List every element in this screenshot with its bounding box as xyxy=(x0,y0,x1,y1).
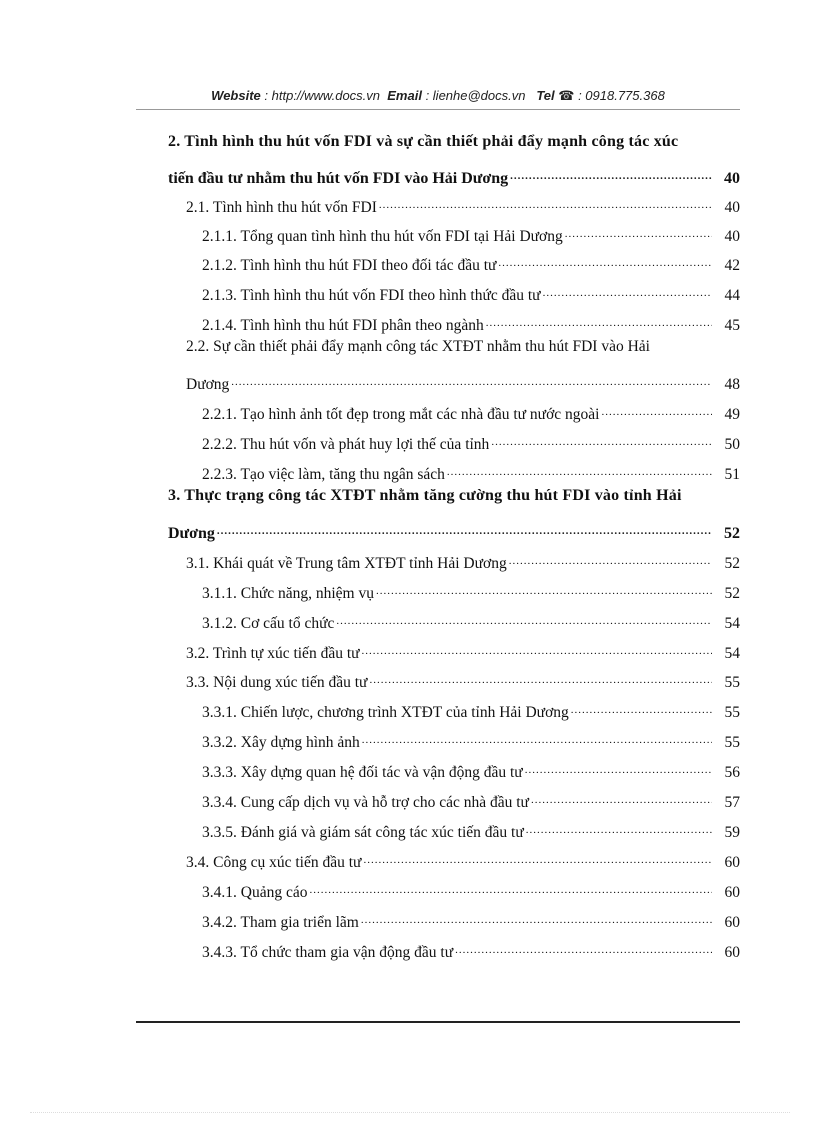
page-number: 60 xyxy=(724,884,740,901)
page-number: 52 xyxy=(724,525,740,542)
page-number: 45 xyxy=(724,317,740,334)
page-number: 40 xyxy=(724,170,740,187)
entry-label: 3.3.2. Xây dựng hình ảnh xyxy=(202,734,360,751)
toc-entry-3-3-4 xyxy=(202,783,740,811)
page-number: 60 xyxy=(724,914,740,931)
leader-dots xyxy=(455,933,712,957)
leader-dots xyxy=(510,159,712,183)
page-number: 60 xyxy=(724,854,740,871)
leader-dots xyxy=(362,634,712,658)
toc-entry-2-2 xyxy=(186,365,740,393)
page-number: 56 xyxy=(724,764,740,781)
leader-dots xyxy=(565,217,712,241)
entry-label: 3.3.1. Chiến lược, chương trình XTĐT của tỉnh Hải Dương xyxy=(202,704,569,721)
page-number: 50 xyxy=(724,436,740,453)
toc-heading-2-line2: tiến đầu tư nhằm thu hút vốn FDI vào Hải Dương xyxy=(168,170,509,187)
leader-dots xyxy=(531,783,712,807)
toc-entry-3-2 xyxy=(186,634,740,662)
page-number: 52 xyxy=(724,555,740,572)
toc-entry-3-4-3 xyxy=(202,933,740,961)
page-number: 59 xyxy=(724,824,740,841)
footer-rule xyxy=(136,1021,740,1023)
page-number: 54 xyxy=(724,615,740,632)
toc-entry-3-4-2 xyxy=(202,903,740,931)
toc-entry-3-3-5 xyxy=(202,813,740,841)
leader-dots xyxy=(379,188,712,212)
leader-dots xyxy=(571,693,712,717)
tel-value: ☎ : 0918.775.368 xyxy=(558,88,665,103)
toc-heading-3-line1: 3. Thực trạng công tác XTĐT nhằm tăng cường thu hút FDI vào tỉnh Hải xyxy=(168,487,682,504)
entry-label: Dương xyxy=(186,376,230,393)
toc-entry-2-2-line1: 2.2. Sự cần thiết phải đẩy mạnh công tác XTĐT nhằm thu hút FDI vào Hải xyxy=(186,338,650,355)
page-number: 48 xyxy=(724,376,740,393)
tel-label: Tel xyxy=(536,88,555,103)
entry-label: 3.1.1. Chức năng, nhiệm vụ xyxy=(202,585,374,602)
entry-label: 3.3.4. Cung cấp dịch vụ và hỗ trợ cho các nhà đầu tư xyxy=(202,794,529,811)
toc-heading-2-line1: 2. Tình hình thu hút vốn FDI và sự cần thiết phải đẩy mạnh công tác xúc xyxy=(168,133,679,150)
entry-label: Dương xyxy=(168,525,215,542)
leader-dots xyxy=(491,425,712,449)
toc-entry-3-3-2 xyxy=(202,723,740,751)
toc-entry-2-1 xyxy=(186,188,740,216)
toc-entry-3-4-1 xyxy=(202,873,740,901)
toc-entry-2-1-4 xyxy=(202,306,740,334)
toc-heading-2 xyxy=(168,159,740,187)
page-number: 55 xyxy=(724,674,740,691)
entry-label: 2.1.4. Tình hình thu hút FDI phân theo ngành xyxy=(202,317,484,334)
leader-dots xyxy=(486,306,712,330)
leader-dots xyxy=(543,276,712,300)
entry-label: 3.1. Khái quát về Trung tâm XTĐT tỉnh Hải Dương xyxy=(186,555,507,572)
entry-label: 3.4. Công cụ xúc tiến đầu tư xyxy=(186,854,362,871)
leader-dots xyxy=(447,455,712,479)
toc-entry-3-4 xyxy=(186,843,740,871)
toc-entry-3-3 xyxy=(186,663,740,691)
leader-dots xyxy=(526,813,712,837)
entry-label: 2.2.3. Tạo việc làm, tăng thu ngân sách xyxy=(202,466,445,483)
entry-label: 2.1. Tình hình thu hút vốn FDI xyxy=(186,199,377,216)
page-header xyxy=(136,88,740,108)
toc-entry-3-1 xyxy=(186,544,740,572)
website-value: : http://www.docs.vn xyxy=(264,88,381,103)
page-number: 42 xyxy=(724,257,740,274)
leader-dots xyxy=(369,663,712,687)
leader-dots xyxy=(525,753,712,777)
leader-dots xyxy=(336,604,712,628)
leader-dots xyxy=(309,873,712,897)
toc-entry-3-3-3 xyxy=(202,753,740,781)
toc-entry-3-1-1 xyxy=(202,574,740,602)
leader-dots xyxy=(362,723,712,747)
entry-label: 3.2. Trình tự xúc tiến đầu tư xyxy=(186,645,360,662)
toc-entry-3-1-2 xyxy=(202,604,740,632)
page-number: 44 xyxy=(724,287,740,304)
toc-entry-2-2-2 xyxy=(202,425,740,453)
leader-dots xyxy=(498,246,712,270)
entry-label: 3.3.5. Đánh giá và giám sát công tác xúc tiến đầu tư xyxy=(202,824,524,841)
toc-entry-2-1-1 xyxy=(202,217,740,245)
page-number: 60 xyxy=(724,944,740,961)
page-number: 54 xyxy=(724,645,740,662)
entry-label: 2.1.1. Tổng quan tình hình thu hút vốn FDI tại Hải Dương xyxy=(202,228,563,245)
entry-label: 3.3.3. Xây dựng quan hệ đối tác và vận động đầu tư xyxy=(202,764,523,781)
entry-label: 3.1.2. Cơ cấu tổ chức xyxy=(202,615,335,632)
entry-label: 2.1.3. Tình hình thu hút vốn FDI theo hình thức đầu tư xyxy=(202,287,541,304)
entry-label: 3.4.2. Tham gia triển lãm xyxy=(202,914,359,931)
leader-dots xyxy=(363,843,712,867)
leader-dots xyxy=(361,903,712,927)
toc-entry-2-2-3 xyxy=(202,455,740,483)
toc-entry-2-1-3 xyxy=(202,276,740,304)
page-number: 55 xyxy=(724,704,740,721)
leader-dots xyxy=(509,544,712,568)
website-label: Website xyxy=(211,88,261,103)
leader-dots xyxy=(217,514,712,538)
page-number: 57 xyxy=(724,794,740,811)
page-number: 40 xyxy=(724,228,740,245)
leader-dots xyxy=(231,365,712,389)
page-number: 49 xyxy=(724,406,740,423)
entry-label: 3.4.1. Quảng cáo xyxy=(202,884,308,901)
entry-label: 2.2.1. Tạo hình ảnh tốt đẹp trong mắt các nhà đầu tư nước ngoài xyxy=(202,406,600,423)
entry-label: 3.4.3. Tổ chức tham gia vận động đầu tư xyxy=(202,944,454,961)
page-number: 51 xyxy=(724,466,740,483)
entry-label: 2.2.2. Thu hút vốn và phát huy lợi thế của tỉnh xyxy=(202,436,490,453)
entry-label: 2.1.2. Tình hình thu hút FDI theo đối tác đầu tư xyxy=(202,257,497,274)
page-number: 55 xyxy=(724,734,740,751)
toc-entry-3-3-1 xyxy=(202,693,740,721)
page-bottom-border xyxy=(30,1112,790,1113)
entry-label: 3.3. Nội dung xúc tiến đầu tư xyxy=(186,674,368,691)
leader-dots xyxy=(601,395,712,419)
email-value: : lienhe@docs.vn xyxy=(425,88,526,103)
toc-entry-2-2-1 xyxy=(202,395,740,423)
email-label: Email xyxy=(387,88,422,103)
toc-heading-3 xyxy=(168,514,740,542)
page-number: 40 xyxy=(724,199,740,216)
page-number: 52 xyxy=(724,585,740,602)
header-rule xyxy=(136,109,740,110)
toc-entry-2-1-2 xyxy=(202,246,740,274)
leader-dots xyxy=(376,574,712,598)
